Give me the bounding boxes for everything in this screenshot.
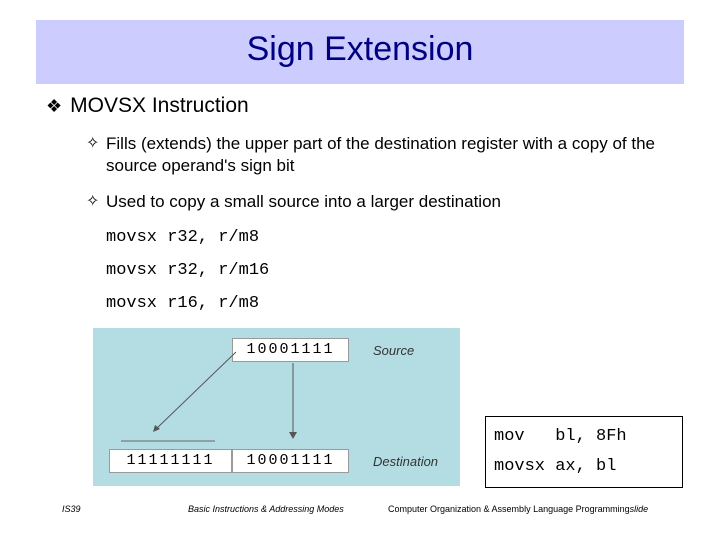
example-code-box: [485, 416, 683, 488]
sub-bullet-1-text: Fills (extends) the upper part of the destination register with a copy of the source operand's sign bit: [106, 134, 656, 175]
main-bullet: [46, 94, 249, 118]
sub-bullet-1: [86, 133, 666, 177]
footer-right-suffix: slide: [629, 504, 649, 514]
code-line-2: movsx r32, r/m16: [106, 261, 270, 280]
slide-title: Sign Extension: [246, 30, 474, 68]
code-line-3: movsx r16, r/m8: [106, 294, 260, 313]
source-register: 10001111: [232, 338, 349, 362]
source-label: Source: [373, 343, 415, 358]
sub-bullet-2: [86, 191, 666, 213]
footer-right-text: Computer Organization & Assembly Language Programming: [388, 504, 630, 514]
main-bullet-text: MOVSX Instruction: [70, 94, 249, 117]
copy-arrowhead: [289, 432, 297, 439]
example-line-1: mov bl, 8Fh: [494, 427, 627, 446]
footer-right: [388, 504, 648, 514]
dest-upper-register: 11111111: [109, 449, 232, 473]
code-line-1: movsx r32, r/m8: [106, 228, 260, 247]
footer-center: Basic Instructions & Addressing Modes: [188, 504, 344, 514]
sub-bullet-2-text: Used to copy a small source into a larger destination: [106, 192, 501, 211]
diamond-bullet-icon: ❖: [46, 95, 63, 116]
footer-page: IS39: [62, 504, 81, 514]
dest-lower-register: 10001111: [232, 449, 349, 473]
destination-label: Destination: [373, 454, 439, 469]
sign-extension-diagram: [93, 328, 460, 486]
title-bar: [36, 20, 684, 84]
star-bullet-icon: ✧: [86, 193, 100, 210]
example-line-2: movsx ax, bl: [494, 457, 617, 476]
sign-bit-arrow: [155, 352, 236, 430]
star-bullet-icon: ✧: [86, 135, 100, 152]
